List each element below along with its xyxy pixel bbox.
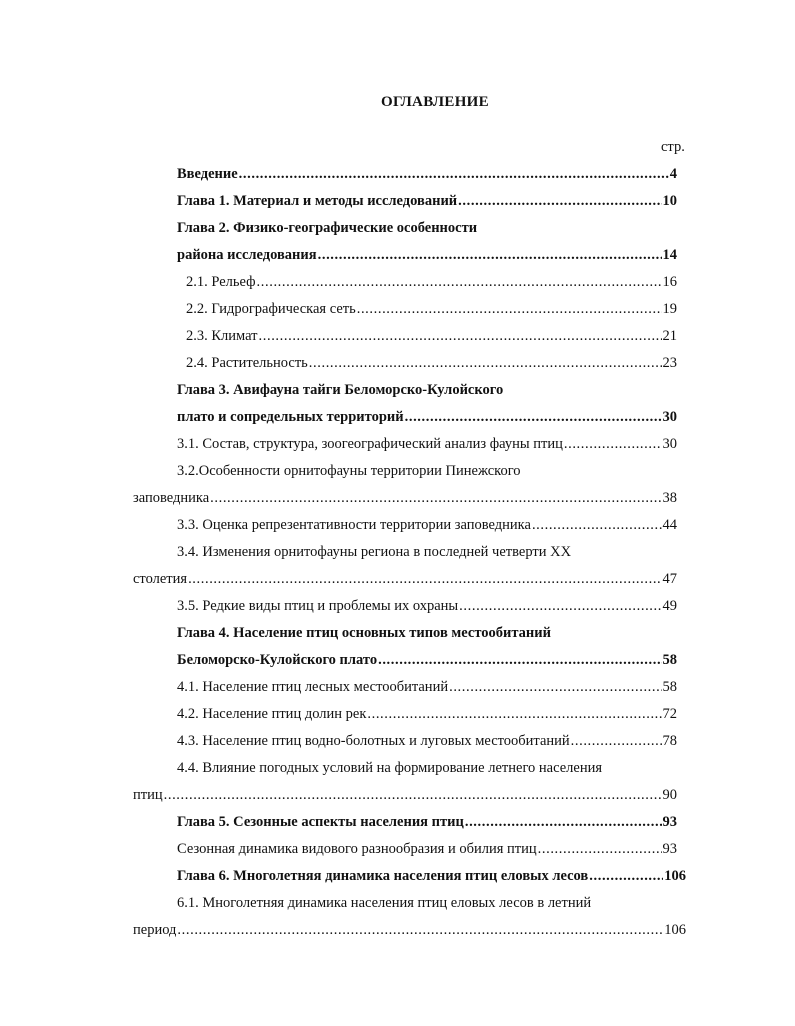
toc-entry-6-1: период ..... 106 <box>133 920 686 940</box>
toc-title: ОГЛАВЛЕНИЕ <box>381 94 489 110</box>
toc-entry-4-4-line1: 4.4. Влияние погодных условий на формирование летнего населения <box>177 760 603 776</box>
toc-entry-chapter-4-line1: Глава 4. Население птиц основных типов местообитаний <box>177 625 551 641</box>
toc-entry-5-1: Сезонная динамика видового разнообразия и обилия птиц ..... 93 <box>177 839 677 859</box>
toc-entry-chapter-5: Глава 5. Сезонные аспекты населения птиц ..... 93 <box>177 812 677 832</box>
toc-entry-3-2-line1: 3.2.Особенности орнитофауны территории Пинежского <box>177 463 521 479</box>
toc-entry-chapter-3: плато и сопредельных территорий ..... 30 <box>177 407 677 427</box>
toc-entry-4-2: 4.2. Население птиц долин рек ..... 72 <box>177 704 677 724</box>
toc-entry-6-1-line1: 6.1. Многолетняя динамика населения птиц еловых лесов в летний <box>177 895 592 911</box>
toc-entry-2-4: 2.4. Растительность ..... 23 <box>186 353 677 373</box>
toc-entry-chapter-3-line1: Глава 3. Авифауна тайги Беломорско-Кулойского <box>177 382 504 398</box>
toc-entry-3-3: 3.3. Оценка репрезентативности территории заповедника ..... .44 <box>177 515 677 535</box>
toc-entry-chapter-4: Беломорско-Кулойского плато ..... 58 <box>177 650 677 670</box>
toc-entry-4-1: 4.1. Население птиц лесных местообитаний ..... 58 <box>177 677 677 697</box>
toc-entry-chapter-2-line1: Глава 2. Физико-географические особенности <box>177 220 478 236</box>
toc-entry-4-4: птиц ..... 90 <box>133 785 677 805</box>
toc-entry-2-2: 2.2. Гидрографическая сеть ..... 19 <box>186 299 677 319</box>
toc-entry-2-3: 2.3. Климат ..... 21 <box>186 326 677 346</box>
toc-entry-3-5: 3.5. Редкие виды птиц и проблемы их охраны ..... 49 <box>177 596 677 616</box>
toc-entry-intro: Введение ..... 4 <box>177 164 677 184</box>
toc-entry-2-1: 2.1. Рельеф ..... 16 <box>186 272 677 292</box>
toc-entry-3-2: заповедника ..... 38 <box>133 488 677 508</box>
toc-entry-chapter-6: Глава 6. Многолетняя динамика населения птиц еловых лесов ..... 106 <box>177 866 686 886</box>
toc-entry-chapter-1: Глава 1. Материал и методы исследований ..... 10 <box>177 191 677 211</box>
toc-entry-3-1: 3.1. Состав, структура, зоогеографический анализ фауны птиц ..... 30 <box>177 434 677 454</box>
toc-entry-chapter-2: района исследования ..... 14 <box>177 245 677 265</box>
toc-entry-4-3: 4.3. Население птиц водно-болотных и луговых местообитаний ..... 78 <box>177 731 677 751</box>
page-column-label: стр. <box>661 139 685 155</box>
toc-entry-3-4: столетия ..... 47 <box>133 569 677 589</box>
toc-entry-3-4-line1: 3.4. Изменения орнитофауны региона в последней четверти XX <box>177 544 572 560</box>
